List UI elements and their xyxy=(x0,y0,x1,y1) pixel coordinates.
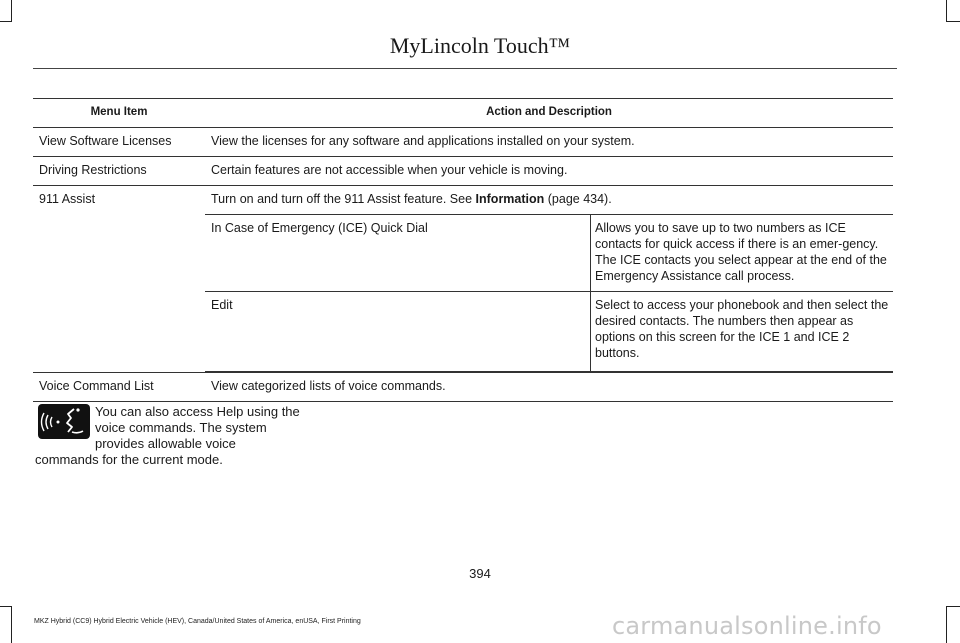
sub-item-cell: In Case of Emergency (ICE) Quick Dial xyxy=(205,215,591,292)
nested-table xyxy=(205,215,893,372)
crop-mark-top-right-v xyxy=(946,0,947,22)
sub-description-line: Allows you to save up to two numbers as ICE contacts for quick access if there is an emer-gency. xyxy=(595,221,879,251)
header-rule xyxy=(33,68,897,69)
crop-mark-bottom-left-h xyxy=(0,606,12,607)
column-header-action: Action and Description xyxy=(205,99,893,128)
menu-item-cell: 911 Assist xyxy=(39,192,96,206)
crop-mark-top-left-h xyxy=(0,21,12,22)
description-suffix: (page 434). xyxy=(544,192,612,206)
menu-table xyxy=(33,98,893,402)
description-prefix: Turn on and turn off the 911 Assist feature. See xyxy=(211,192,476,206)
table-row xyxy=(33,186,893,215)
column-header-menu-item: Menu Item xyxy=(33,99,205,128)
menu-item-cell-empty xyxy=(33,215,205,373)
nested-row xyxy=(205,292,893,372)
sub-description-cell xyxy=(591,292,894,372)
description-cell: View categorized lists of voice commands. xyxy=(205,373,893,402)
voice-command-icon xyxy=(38,404,90,439)
nested-table-cell xyxy=(205,215,893,373)
sub-description-line: Select to access your phonebook and then select the desired contacts. The numbers then appear as options on this screen for the ICE 1 and ICE 2 buttons. xyxy=(595,298,889,360)
description-cell: View the licenses for any software and applications installed on your system. xyxy=(205,128,893,157)
table-row xyxy=(33,128,893,157)
menu-item-cell: Driving Restrictions xyxy=(33,157,205,186)
footer-text: MKZ Hybrid (CC9) Hybrid Electric Vehicle (HEV), Canada/United States of America, enUSA, First Printing xyxy=(34,618,361,625)
table-row-nested xyxy=(33,215,893,373)
voice-help-text-continued: commands for the current mode. xyxy=(35,452,223,467)
crop-mark-top-right-h xyxy=(946,21,960,22)
table-header-row xyxy=(33,99,893,128)
crop-mark-bottom-right-v xyxy=(946,606,947,643)
page-number: 394 xyxy=(469,566,491,581)
information-link[interactable]: Information xyxy=(475,192,545,206)
table-row xyxy=(33,373,893,402)
sub-description-cell xyxy=(591,215,894,292)
voice-help-text: You can also access Help using the voice commands. The system provides allowable voice xyxy=(95,404,300,451)
page-header-title: MyLincoln Touch™ xyxy=(389,33,571,58)
description-cell: Certain features are not accessible when your vehicle is moving. xyxy=(205,157,893,186)
crop-mark-bottom-left-v xyxy=(11,606,12,643)
sub-description-line: The ICE contacts you select appear at the end of the Emergency Assistance call process. xyxy=(595,253,887,283)
menu-item-cell: Voice Command List xyxy=(33,373,205,402)
nested-row xyxy=(205,215,893,292)
crop-mark-top-left-v xyxy=(11,0,12,22)
menu-item-cell: View Software Licenses xyxy=(33,128,205,157)
watermark-text: carmanualsonline.info xyxy=(612,612,882,640)
description-cell xyxy=(205,186,893,215)
crop-mark-bottom-right-h xyxy=(946,606,960,607)
table-row xyxy=(33,157,893,186)
sub-item-cell: Edit xyxy=(205,292,591,372)
